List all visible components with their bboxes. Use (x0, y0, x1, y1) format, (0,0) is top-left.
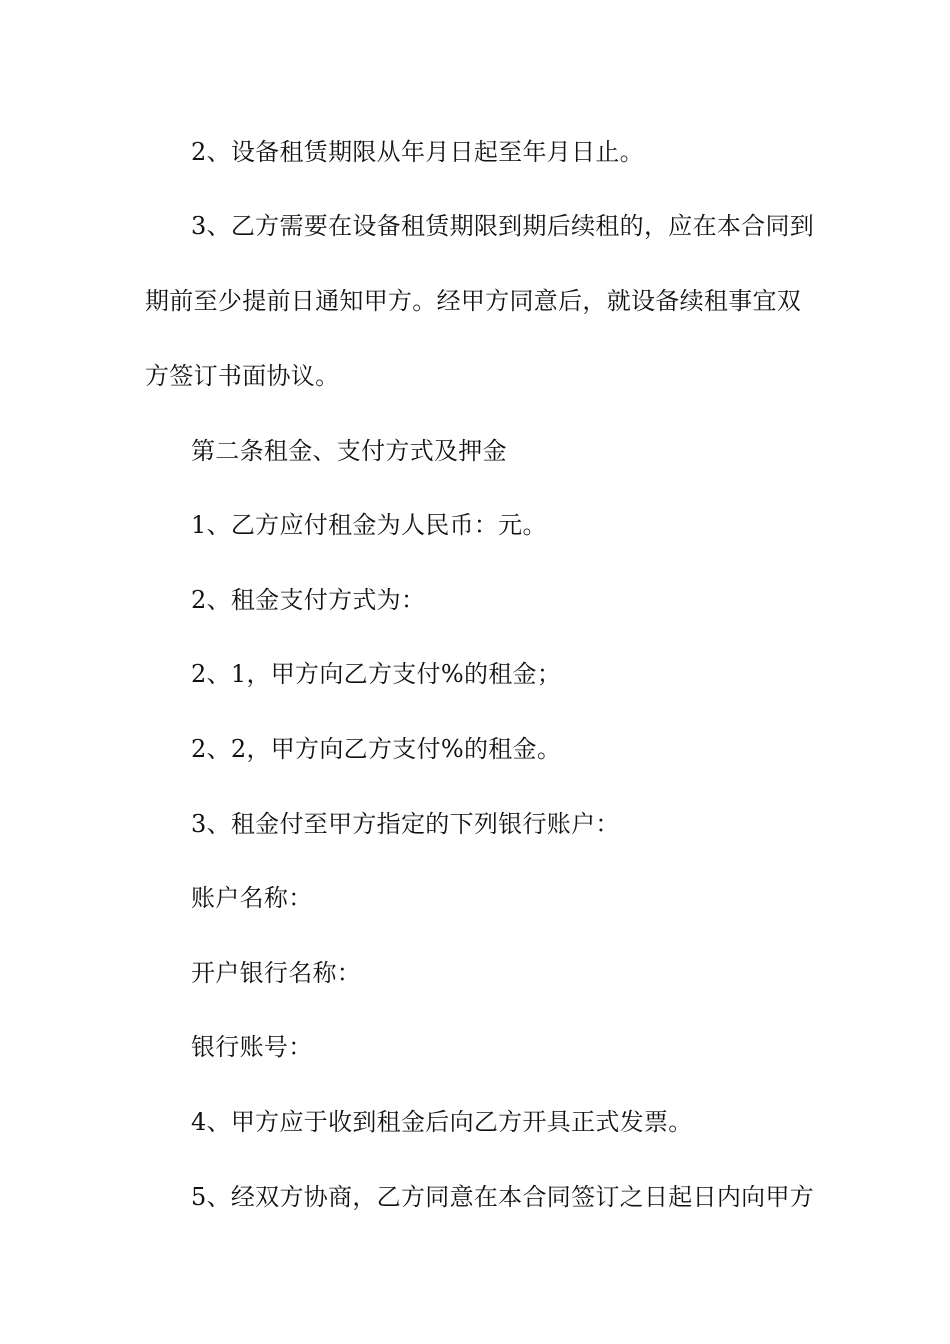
paragraph-line: 3、乙方需要在设备租赁期限到期后续租的，应在本合同到 (191, 212, 815, 240)
paragraph-line: 2、租金支付方式为： (191, 586, 426, 614)
paragraph-line: 5、经双方协商，乙方同意在本合同签订之日起日内向甲方 (191, 1183, 815, 1211)
paragraph-line: 2、1，甲方向乙方支付%的租金； (191, 660, 562, 688)
section-heading: 第二条租金、支付方式及押金 (191, 437, 507, 465)
paragraph-line: 2、2，甲方向乙方支付%的租金。 (191, 735, 562, 763)
bank-account-label: 银行账号： (191, 1033, 313, 1061)
paragraph-line: 4、甲方应于收到租金后向乙方开具正式发票。 (191, 1108, 693, 1136)
account-name-label: 账户名称： (191, 884, 313, 912)
paragraph-line: 3、租金付至甲方指定的下列银行账户： (191, 810, 620, 838)
paragraph-line: 2、设备租赁期限从年月日起至年月日止。 (191, 138, 644, 166)
bank-name-label: 开户银行名称： (191, 959, 362, 987)
paragraph-line: 期前至少提前日通知甲方。经甲方同意后，就设备续租事宜双 (145, 287, 802, 315)
paragraph-line: 方签订书面协议。 (145, 362, 340, 390)
paragraph-line: 1、乙方应付租金为人民币：元。 (191, 511, 547, 539)
